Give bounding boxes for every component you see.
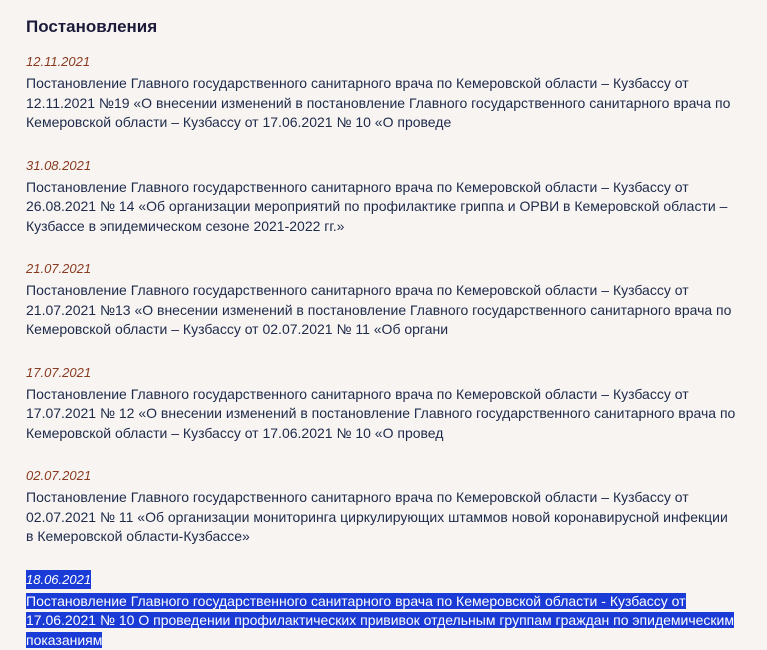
item-date: 02.07.2021 bbox=[26, 466, 91, 485]
item-date: 31.08.2021 bbox=[26, 156, 91, 175]
item-date: 21.07.2021 bbox=[26, 259, 91, 278]
item-link[interactable]: Постановление Главного государственного санитарного врача по Кемеровской области – Кузбассу от 12.11.2021 №19 «О внесении изменений в постановление Главного государственного санитарного врача по Кемеровской области – Кузбассу от 17.06.2021 № 10 «О проведе bbox=[26, 74, 736, 133]
item-link[interactable]: Постановление Главного государственного санитарного врача по Кемеровской области – Кузбассу от 17.07.2021 № 12 «О внесении изменений в постановление Главного государственного санитарного врача по Кемеровской области – Кузбассу от 17.06.2021 № 10 «О провед bbox=[26, 385, 736, 444]
item-date: 12.11.2021 bbox=[26, 52, 90, 71]
item-date: 17.07.2021 bbox=[26, 363, 91, 382]
list-item bbox=[26, 156, 767, 237]
item-link[interactable]: Постановление Главного государственного санитарного врача по Кемеровской области – Кузбассу от 02.07.2021 № 11 «Об организации мониторинга циркулирующих штаммов новой коронавирусной инфекции в Кемеровской области-Кузбассе» bbox=[26, 488, 736, 547]
list-item bbox=[26, 363, 767, 444]
list-item bbox=[26, 259, 767, 340]
item-link[interactable] bbox=[26, 592, 736, 650]
item-link[interactable]: Постановление Главного государственного санитарного врача по Кемеровской области – Кузбассу от 21.07.2021 №13 «О внесении изменений в постановление Главного государственного санитарного врача по Кемеровской области – Кузбассу от 02.07.2021 № 11 «Об органи bbox=[26, 281, 736, 340]
item-link-text: Постановление Главного государственного санитарного врача по Кемеровской области - Кузбассу от 17.06.2021 № 10 О проведении профилактических прививок отдельным группам граждан по эпидемическим показаниям bbox=[26, 593, 734, 648]
page-title: Постановления bbox=[26, 16, 767, 38]
item-date: 18.06.2021 bbox=[26, 570, 91, 589]
list-item bbox=[26, 52, 767, 133]
list-item bbox=[26, 466, 767, 547]
item-link[interactable]: Постановление Главного государственного санитарного врача по Кемеровской области – Кузбассу от 26.08.2021 № 14 «Об организации мероприятий по профилактике гриппа и ОРВИ в Кемеровской области – Кузбассе в эпидемическом сезоне 2021-2022 гг.» bbox=[26, 178, 736, 237]
list-item-selected bbox=[26, 570, 767, 650]
